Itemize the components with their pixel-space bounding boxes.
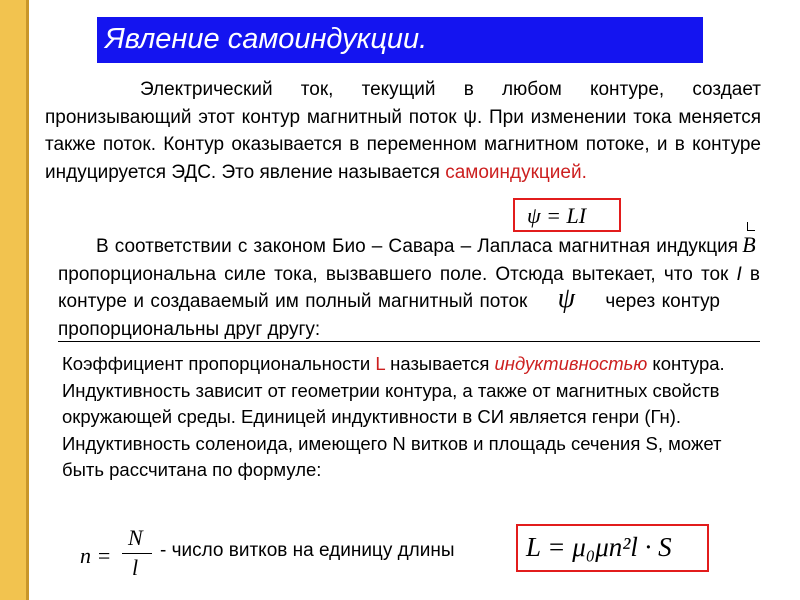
paragraph-inductance (62, 351, 762, 484)
formula-n-numerator: N (128, 525, 143, 550)
formula-solenoid-box (516, 524, 709, 572)
fraction-bar (122, 553, 152, 554)
term-self-induction: самоиндукцией. (445, 161, 587, 183)
slide-title: Явление самоиндукции. (105, 23, 428, 55)
paragraph-intro (45, 76, 761, 186)
biot-text-2: пропорциональна силе тока, вызвавшего поле. Отсюда вытекает, что ток (58, 263, 737, 285)
magnetic-induction-symbol (738, 231, 760, 259)
inductance-symbol: L (375, 353, 385, 374)
inductance-text-1: Коэффициент пропорциональности (62, 353, 376, 374)
formula-flux: ψ = LI (527, 203, 587, 228)
biot-text-3: в контуре и создаваемый им полный магнитный поток (58, 263, 761, 312)
biot-text-1: В соответствии с законом Био – Савара – Лапласа магнитная индукция (96, 236, 738, 257)
formula-n-lhs: n = (80, 543, 112, 568)
biot-text-5: пропорциональны друг другу: (58, 318, 321, 340)
vector-mark (747, 222, 755, 231)
formula-solenoid: L = μ₀μn²l · S (526, 532, 672, 562)
formula-n-denominator: l (132, 555, 139, 580)
inductance-text-2: называется (385, 353, 495, 374)
turns-density-caption: - число витков на единицу длины (160, 540, 455, 561)
side-decoration-bar (0, 0, 26, 600)
psi-symbol: ψ (557, 283, 576, 314)
formula-flux-box (513, 198, 621, 232)
biot-text-4: через контур (605, 291, 720, 312)
inductance-text-3: контура. Индуктивность зависит от геометрии контура, а также от магнитных свойств окружающей среды. Единицей индуктивности в СИ является генри (Гн). Индуктивность соленоида, имеющего N витков и площадь сечения S, может быть рассчитана по формуле: (62, 353, 725, 480)
title-banner (97, 17, 703, 63)
paragraph-biot-savart (58, 231, 760, 343)
term-inductance: индуктивностью (494, 353, 648, 374)
formula-turns-density (78, 525, 156, 585)
intro-text: Электрический ток, текущий в любом контуре, создает пронизывающий этот контур магнитный поток ψ. При изменении тока меняется также поток. Контур оказывается в переменном магнитном потоке, и в контуре индуцируется ЭДС. Это явление называется (45, 79, 761, 183)
separator-line (58, 341, 760, 342)
current-symbol: I (736, 263, 742, 285)
b-letter: B (742, 232, 756, 257)
side-decoration-line (26, 0, 29, 600)
